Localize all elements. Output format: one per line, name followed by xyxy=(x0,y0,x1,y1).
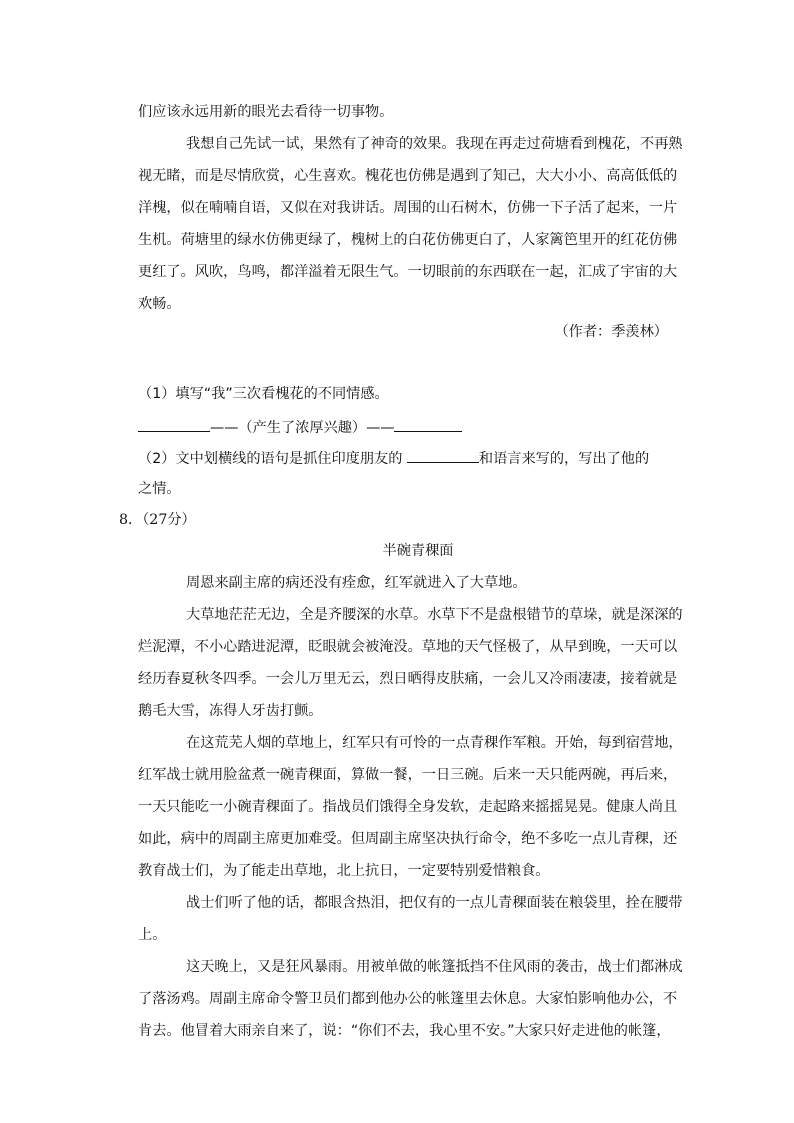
question-1-answer-line xyxy=(138,416,678,438)
passage-line: 周恩来副主席的病还没有痊愈，红军就进入了大草地。 xyxy=(186,575,527,591)
answer-blank[interactable] xyxy=(394,416,462,432)
question-1-given: ——（产生了浓厚兴趣）—— xyxy=(210,420,395,436)
answer-blank[interactable] xyxy=(138,416,210,432)
answer-blank[interactable] xyxy=(407,447,479,463)
passage-line: 洋槐，似在喃喃自语，又似在对我讲话。周围的山石树木，仿佛一下子活了起来，一片 xyxy=(138,200,678,216)
passage-line: 教育战士们，为了能走出草地，北上抗日，一定要特别爱惜粮食。 xyxy=(138,863,550,879)
passage-line: 在这荒芜人烟的草地上，红军只有可怜的一点青稞作军粮。开始，每到宿营地， xyxy=(186,735,683,751)
passage-line: 生机。荷塘里的绿水仿佛更绿了，槐树上的白花仿佛更白了，人家篱笆里开的红花仿佛 xyxy=(138,232,678,248)
passage-title: 半碗青稞面 xyxy=(382,543,454,559)
question-1-prompt: （1）填写“我”三次看槐花的不同情感。 xyxy=(138,386,389,402)
passage-line: 这天晚上，又是狂风暴雨。用被单做的帐篷抵挡不住风雨的袭击，战士们都淋成 xyxy=(186,959,683,975)
passage-line: 战士们听了他的话，都眼含热泪，把仅有的一点儿青稞面装在粮袋里，拴在腰带 xyxy=(186,895,683,911)
passage-line: 肯去。他冒着大雨亲自来了，说：“你们不去，我心里不安。”大家只好走进他的帐篷， xyxy=(138,1023,671,1039)
passage-line: 烂泥潭，不小心踏进泥潭，眨眼就会被淹没。草地的天气怪极了，从早到晚，一天可以 xyxy=(138,639,678,655)
question-number: 8．（27分） xyxy=(119,512,196,528)
author-credit: （作者：季羡林） xyxy=(554,324,668,340)
passage-line: 更红了。风吹，鸟鸣，都洋溢着无限生气。一切眼前的东西联在一起，汇成了宇宙的大 xyxy=(138,264,678,280)
question-2-prompt xyxy=(138,447,678,469)
passage-line: 鹅毛大雪，冻得人牙齿打颤。 xyxy=(138,703,323,719)
passage-line: 视无睹，而是尽情欣赏，心生喜欢。槐花也仿佛是遇到了知己，大大小小、高高低低的 xyxy=(138,168,678,184)
passage-line: 欢畅。 xyxy=(138,296,181,312)
passage-line: 大草地茫茫无边，全是齐腰深的水草。水草下不是盘根错节的草垛，就是深深的 xyxy=(186,607,683,623)
passage-line: 们应该永远用新的眼光去看待一切事物。 xyxy=(138,104,394,120)
passage-line: 一天只能吃一小碗青稞面了。指战员们饿得全身发软，走起路来摇摇晃晃。健康人尚且 xyxy=(138,799,678,815)
question-2-text: 和语言来写的，写出了他的 xyxy=(478,451,650,467)
passage-line: 我想自己先试一试，果然有了神奇的效果。我现在再走过荷塘看到槐花，不再熟 xyxy=(186,136,683,152)
passage-line: 上。 xyxy=(138,927,167,943)
question-2-text: （2）文中划横线的语句是抓住印度朋友的 xyxy=(138,451,403,467)
passage-line: 经历春夏秋冬四季。一会儿万里无云，烈日晒得皮肤痛，一会儿又冷雨凄凄，接着就是 xyxy=(138,671,678,687)
passage-line: 如此，病中的周副主席更加难受。但周副主席坚决执行命令，绝不多吃一点儿青稞，还 xyxy=(138,831,678,847)
question-2-continuation: 之情。 xyxy=(138,481,181,497)
passage-line: 了落汤鸡。周副主席命令警卫员们都到他办公的帐篷里去休息。大家怕影响他办公，不 xyxy=(138,991,678,1007)
passage-line: 红军战士就用脸盆煮一碗青稞面，算做一餐，一日三碗。后来一天只能两碗，再后来， xyxy=(138,767,678,783)
